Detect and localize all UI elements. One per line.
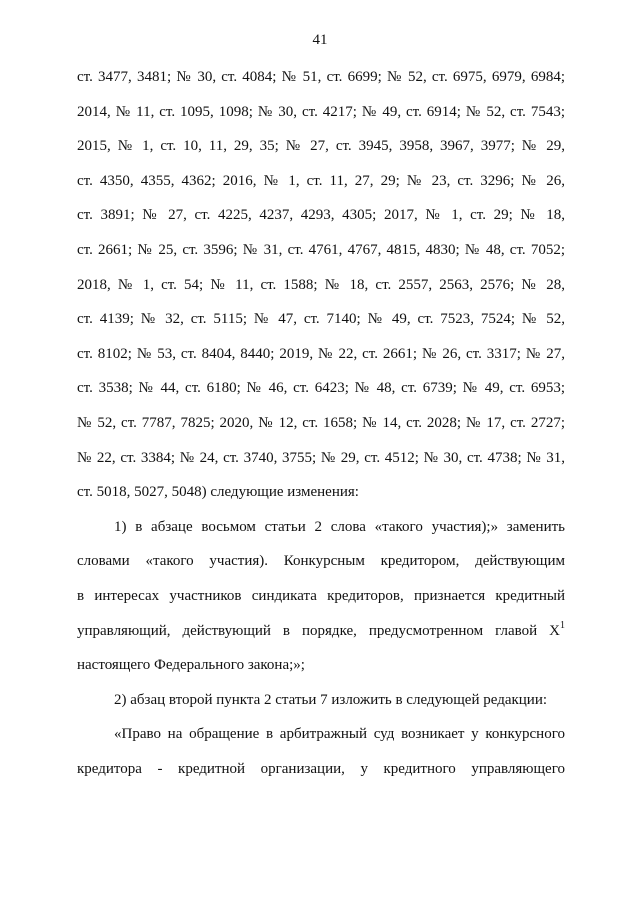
text-line: ст. 3538; № 44, ст. 6180; № 46, ст. 6423; № 48, ст. 6739; № 49, ст. 6953; [77,380,565,397]
text-line: настоящего Федерального закона;»; [77,657,305,674]
text-line: ст. 8102; № 53, ст. 8404, 8440; 2019, № 22, ст. 2661; № 26, ст. 3317; № 27, [77,345,565,362]
text-line: 2015, № 1, ст. 10, 11, 29, 35; № 27, ст. 3945, 3958, 3967, 3977; № 29, [77,138,565,155]
text-line: 2) абзац второй пункта 2 статьи 7 изложить в следующей редакции: [114,691,548,708]
text-line-with-superscript [77,614,565,649]
text-line: ст. 2661; № 25, ст. 3596; № 31, ст. 4761, 4767, 4815, 4830; № 48, ст. 7052; [77,241,565,258]
text-line: ст. 5018, 5027, 5048) следующие изменения: [77,484,359,501]
text-line: ст. 3477, 3481; № 30, ст. 4084; № 51, ст. 6699; № 52, ст. 6975, 6979, 6984; [77,69,565,85]
page-number: 41 [312,32,328,48]
text-line: № 52, ст. 7787, 7825; 2020, № 12, ст. 1658; № 14, ст. 2028; № 17, ст. 2727; [77,414,565,431]
text-line: ст. 4139; № 32, ст. 5115; № 47, ст. 7140; № 49, ст. 7523, 7524; № 52, [77,311,565,328]
text-line: словами «такого участия). Конкурсным кредитором, действующим [77,553,565,570]
text-line: 2014, № 11, ст. 1095, 1098; № 30, ст. 4217; № 49, ст. 6914; № 52, ст. 7543; [77,103,565,120]
document-body [77,60,565,786]
text-line: 1) в абзаце восьмом статьи 2 слова «такого участия);» заменить [114,518,565,535]
text-line: ст. 3891; № 27, ст. 4225, 4237, 4293, 4305; 2017, № 1, ст. 29; № 18, [77,207,565,224]
text-line: в интересах участников синдиката кредиторов, признается кредитный [77,587,565,604]
text-line: ст. 4350, 4355, 4362; 2016, № 1, ст. 11, 27, 29; № 23, ст. 3296; № 26, [77,172,565,189]
chapter-superscript: 1 [560,619,565,631]
text-line: «Право на обращение в арбитражный суд возникает у конкурсного [114,726,565,743]
text-line: № 22, ст. 3384; № 24, ст. 3740, 3755; № 29, ст. 4512; № 30, ст. 4738; № 31, [77,449,565,466]
text-line: 2018, № 1, ст. 54; № 11, ст. 1588; № 18, ст. 2557, 2563, 2576; № 28, [77,276,565,293]
text-line-content: управляющий, действующий в порядке, предусмотренном главой X [77,622,560,639]
text-line: кредитора - кредитной организации, у кредитного управляющего [77,760,565,777]
